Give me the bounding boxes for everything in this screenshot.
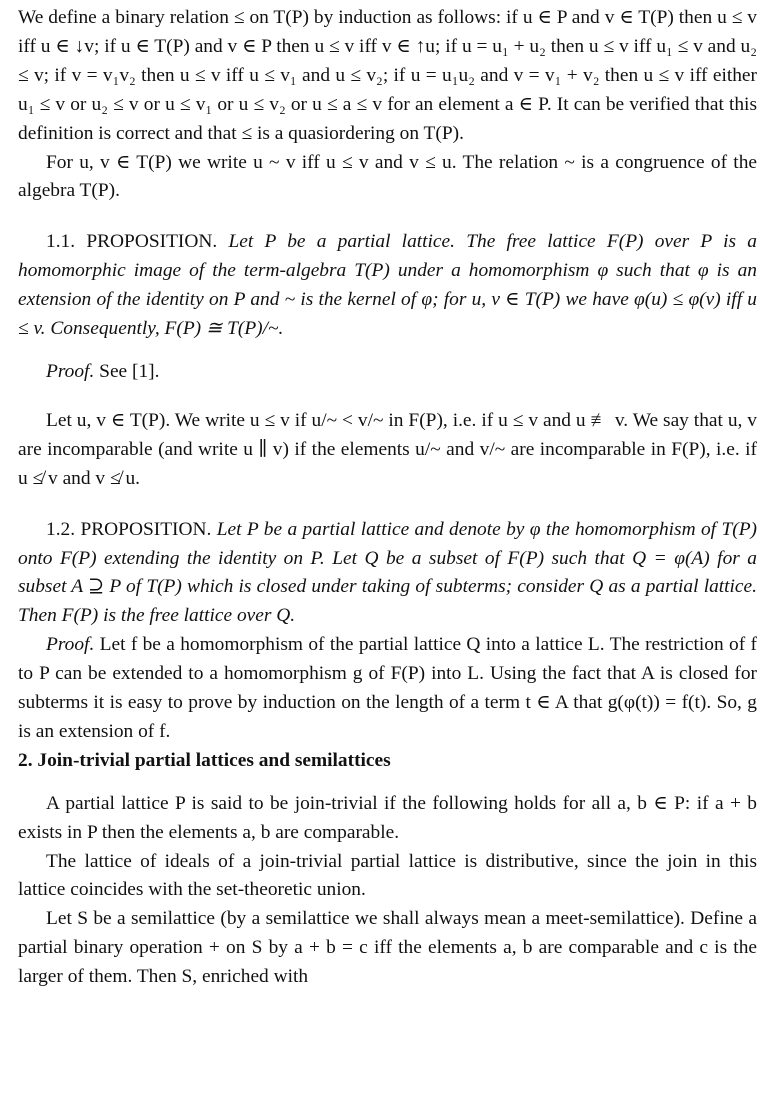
proposition-1-1 [18,228,757,344]
proposition-1-1-label: 1.1. PROPOSITION. [46,231,218,253]
proof-1-1-text: See [1]. [99,360,160,382]
paragraph-congruence: For u, v ∈ T(P) we write u ~ v iff u ≤ v and v ≤ u. The relation ~ is a congruence of the algebra T(P). [18,151,757,202]
proof-1-1 [18,358,757,387]
paragraph-ideals: The lattice of ideals of a join-trivial partial lattice is distributive, since the join in this lattice coincides with the set-theoretic union. [18,850,757,901]
paragraph-quasiordering-definition: We define a binary relation ≤ on T(P) by induction as follows: if u ∈ P and v ∈ T(P) then u ≤ v iff u ∈ ↓v; if u ∈ T(P) and v ∈ P then u ≤ v iff v ∈ ↑u; if u = u₁ + u₂ then u ≤ v iff u₁ ≤ v and u₂ ≤ v; if v = v₁v₂ then u ≤ v iff u ≤ v₁ and u ≤ v₂; if u = u₁u₂ and v = v₁ + v₂ then u ≤ v iff either u₁ ≤ v or u₂ ≤ v or u ≤ v₁ or u ≤ v₂ or u ≤ a ≤ v for an element a ∈ P. It can be verified that this definition is correct and that ≤ is a quasiordering on T(P). [18,7,757,144]
paragraph-join-trivial: A partial lattice P is said to be join-trivial if the following holds for all a, b ∈ P: if a + b exists in P then the elements a, b are comparable. [18,792,757,843]
proposition-1-2 [18,516,757,632]
proof-1-2 [18,631,757,747]
section-heading: 2. Join-trivial partial lattices and semilattices [18,749,391,771]
paragraph-incomparable: Let u, v ∈ T(P). We write u ≤ v if u/~ < v/~ in F(P), i.e. if u ≤ v and u ≢ v. We say that u, v are incomparable (and write u ∥ v) if the elements u/~ and v/~ are incomparable in F(P), i.e. if u ≰ v and v ≰ u. [18,409,757,489]
paragraph-semilattice: Let S be a semilattice (by a semilattice we shall always mean a meet-semilattice). Define a partial binary operation + on S by a + b = c iff the elements a, b are comparable and c is the larger of them. Then S, enriched with [18,908,757,988]
proposition-1-2-statement: Let P be a partial lattice and denote by φ the homomorphism of T(P) onto F(P) extending the identity on P. Let Q be a subset of F(P) such that Q = φ(A) for a subset A ⊇ P of T(P) which is closed under taking of subterms; consider Q as a partial lattice. Then F(P) is the free lattice over Q. [18,518,757,627]
proof-1-2-label: Proof. [46,634,95,656]
proof-1-1-label: Proof. [46,360,95,382]
proposition-1-2-label: 1.2. PROPOSITION. [46,518,212,540]
proposition-1-1-statement: Let P be a partial lattice. The free lattice F(P) over P is a homomorphic image of the term-algebra T(P) under a homomorphism φ such that φ is an extension of the identity on P and ~ is the kernel of φ; for u, v ∈ T(P) we have φ(u) ≤ φ(v) iff u ≤ v. Consequently, F(P) ≅ T(P)/~. [18,231,757,340]
proof-1-2-text: Let f be a homomorphism of the partial lattice Q into a lattice L. The restriction of f to P can be extended to a homomorphism g of F(P) into L. Using the fact that A is closed for subterms it is easy to prove by induction on the length of a term t ∈ A that g(φ(t)) = f(t). So, g is an extension of f. [18,634,757,742]
